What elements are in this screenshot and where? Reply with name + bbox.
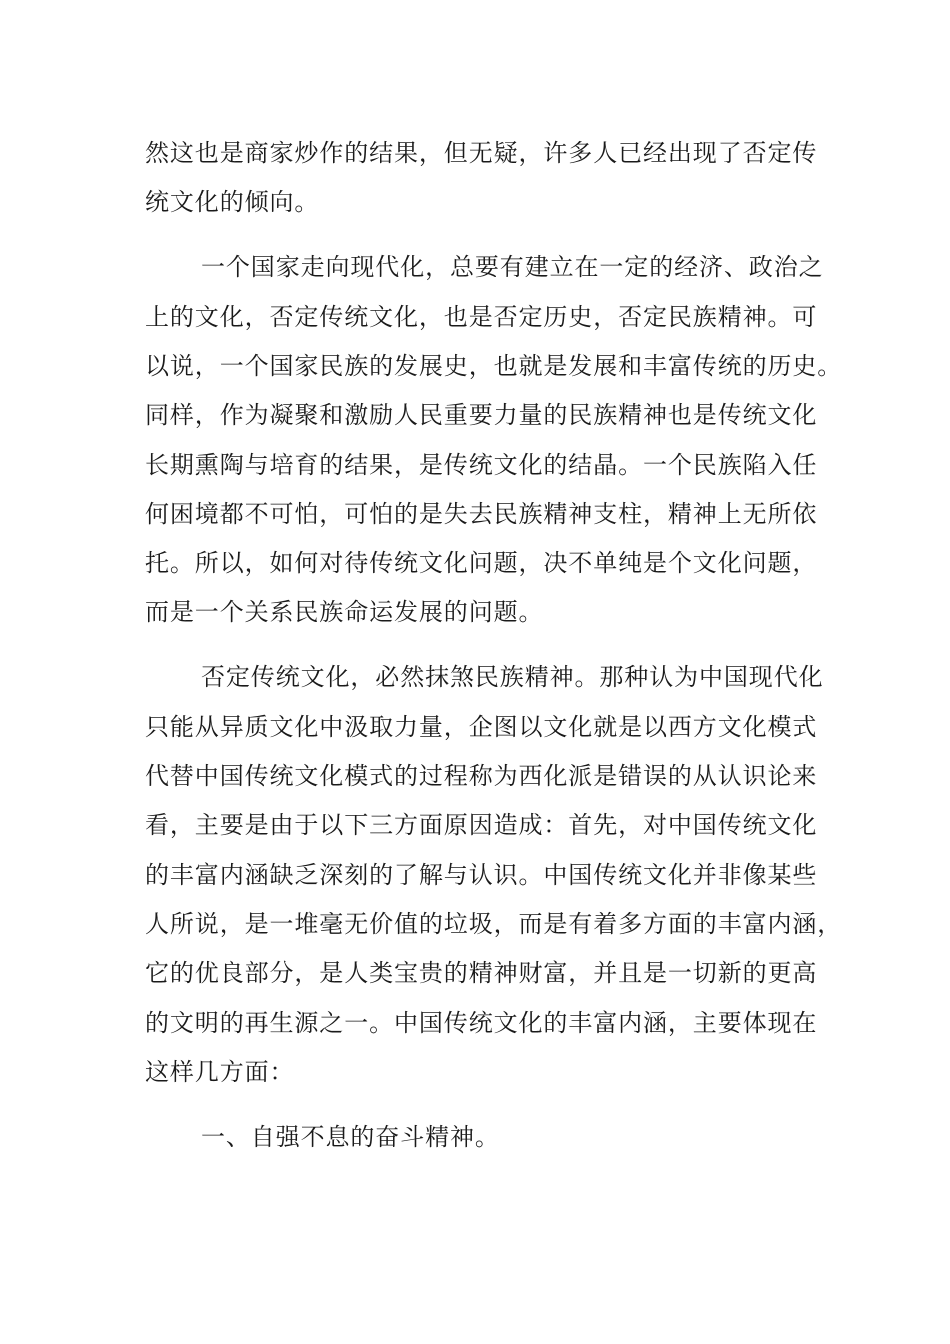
paragraph-3-line-3: 代替中国传统文化模式的过程称为西化派是错误的从认识论来 [145, 762, 818, 790]
paragraph-3-line-9: 这样几方面： [145, 1058, 295, 1086]
paragraph-2-line-5: 长期熏陶与培育的结果，是传统文化的结晶。一个民族陷入任 [145, 451, 818, 479]
paragraph-3-line-7: 它的优良部分，是人类宝贵的精神财富，并且是一切新的更高 [145, 959, 818, 987]
paragraph-3-line-6: 人所说，是一堆毫无价值的垃圾，而是有着多方面的丰富内涵， [145, 910, 843, 938]
paragraph-2-line-8: 而是一个关系民族命运发展的问题。 [145, 598, 544, 626]
section-heading-1: 一、自强不息的奋斗精神。 [201, 1123, 500, 1151]
paragraph-3-line-8: 的文明的再生源之一。中国传统文化的丰富内涵，主要体现在 [145, 1009, 818, 1037]
paragraph-3-line-4: 看，主要是由于以下三方面原因造成：首先，对中国传统文化 [145, 811, 818, 839]
paragraph-1-line-1: 然这也是商家炒作的结果，但无疑，许多人已经出现了否定传 [145, 139, 818, 167]
paragraph-3-line-1: 否定传统文化，必然抹煞民族精神。那种认为中国现代化 [201, 663, 824, 691]
paragraph-2-line-6: 何困境都不可怕，可怕的是失去民族精神支柱，精神上无所依 [145, 500, 818, 528]
paragraph-2-line-4: 同样，作为凝聚和激励人民重要力量的民族精神也是传统文化 [145, 401, 818, 429]
paragraph-1-line-2: 统文化的倾向。 [145, 188, 320, 216]
paragraph-2-line-3: 以说，一个国家民族的发展史，也就是发展和丰富传统的历史。 [145, 352, 843, 380]
paragraph-2-line-1: 一个国家走向现代化，总要有建立在一定的经济、政治之 [201, 253, 824, 281]
paragraph-2-line-2: 上的文化，否定传统文化，也是否定历史，否定民族精神。可 [145, 303, 818, 331]
paragraph-3-line-5: 的丰富内涵缺乏深刻的了解与认识。中国传统文化并非像某些 [145, 861, 818, 889]
paragraph-2-line-7: 托。所以，如何对待传统文化问题，决不单纯是个文化问题， [145, 549, 818, 577]
paragraph-3-line-2: 只能从异质文化中汲取力量，企图以文化就是以西方文化模式 [145, 713, 818, 741]
